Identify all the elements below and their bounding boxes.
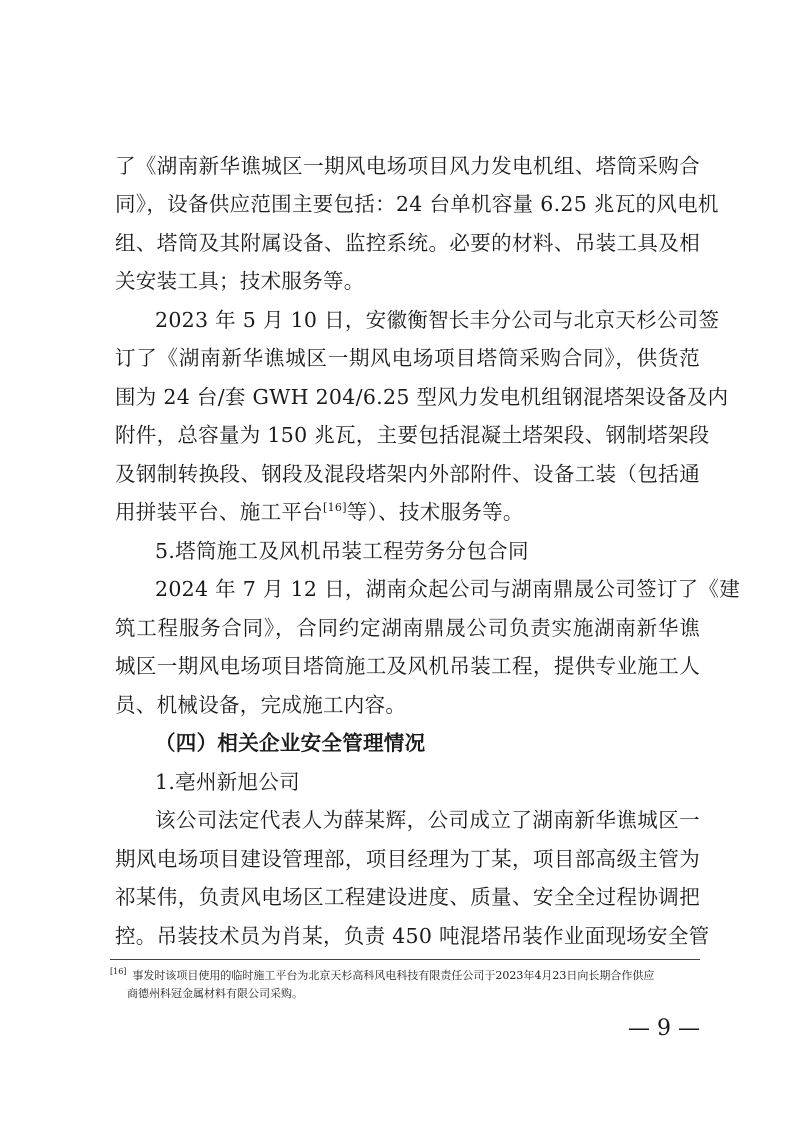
footnote-line-1 [110,968,710,984]
footnote-divider [110,959,700,960]
body-line-3: 组、塔筒及其附属设备、监控系统。必要的材料、吊装工具及相 [115,231,700,255]
section-heading-4: （四）相关企业安全管理情况 [155,731,426,755]
section-heading-5: 5.塔筒施工及风机吊装工程劳务分包合同 [155,539,529,563]
body-line-18: 该公司法定代表人为薛某辉，公司成立了湖南新华谯城区一 [155,808,700,832]
body-line-19: 期风电场项目建设管理部，项目经理为丁某，项目部高级主管为 [115,847,700,871]
footnote-mark: [16] [110,967,127,977]
subsection-heading-1: 1.亳州新旭公司 [155,770,300,794]
body-line-21: 控。吊装技术员为肖某，负责 450 吨混塔吊装作业面现场安全管 [115,924,710,948]
body-line-20: 祁某伟，负责风电场区工程建设进度、质量、安全全过程协调把 [115,885,700,909]
body-line-14: 城区一期风电场项目塔筒施工及风机吊装工程，提供专业施工人 [115,654,700,678]
body-line-15: 员、机械设备，完成施工内容。 [115,693,407,717]
body-line-7: 围为 24 台/套 GWH 204/6.25 型风力发电机组钢混塔架设备及内 [115,385,729,409]
body-line-5: 2023 年 5 月 10 日，安徽衡智长丰分公司与北京天杉公司签 [155,308,720,332]
body-line-6: 订了《湖南新华谯城区一期风电场项目塔筒采购合同》，供货范 [115,346,700,370]
body-line-9: 及钢制转换段、钢段及混段塔架内外部附件、设备工装（包括通 [115,462,700,486]
body-line-10-tail: 等）、技术服务等。 [346,500,524,524]
footnote-line-2: 商德州科冠金属材料有限公司采购。 [127,987,303,1000]
body-line-10-text: 用拼装平台、施工平台 [115,500,323,524]
footnote-reference[interactable]: [16] [323,501,347,515]
body-line-13: 筑工程服务合同》，合同约定湖南鼎晟公司负责实施湖南新华谯 [115,616,700,640]
body-line-1: 了《湖南新华谯城区一期风电场项目风力发电机组、塔筒采购合 [115,154,700,178]
body-line-4: 关安装工具；技术服务等。 [115,269,365,293]
body-line-8: 附件，总容量为 150 兆瓦，主要包括混凝土塔架段、钢制塔架段 [115,423,710,447]
body-line-10 [115,498,700,526]
footnote-text-1: 事发时该项目使用的临时施工平台为北京天杉高科风电科技有限责任公司于2023年4月23日向长期合作供应 [132,969,655,982]
body-line-2: 同》，设备供应范围主要包括：24 台单机容量 6.25 兆瓦的风电机 [115,192,719,216]
page-number: — 9 — [628,1016,700,1041]
body-line-12: 2024 年 7 月 12 日，湖南众起公司与湖南鼎晟公司签订了《建 [155,577,741,601]
